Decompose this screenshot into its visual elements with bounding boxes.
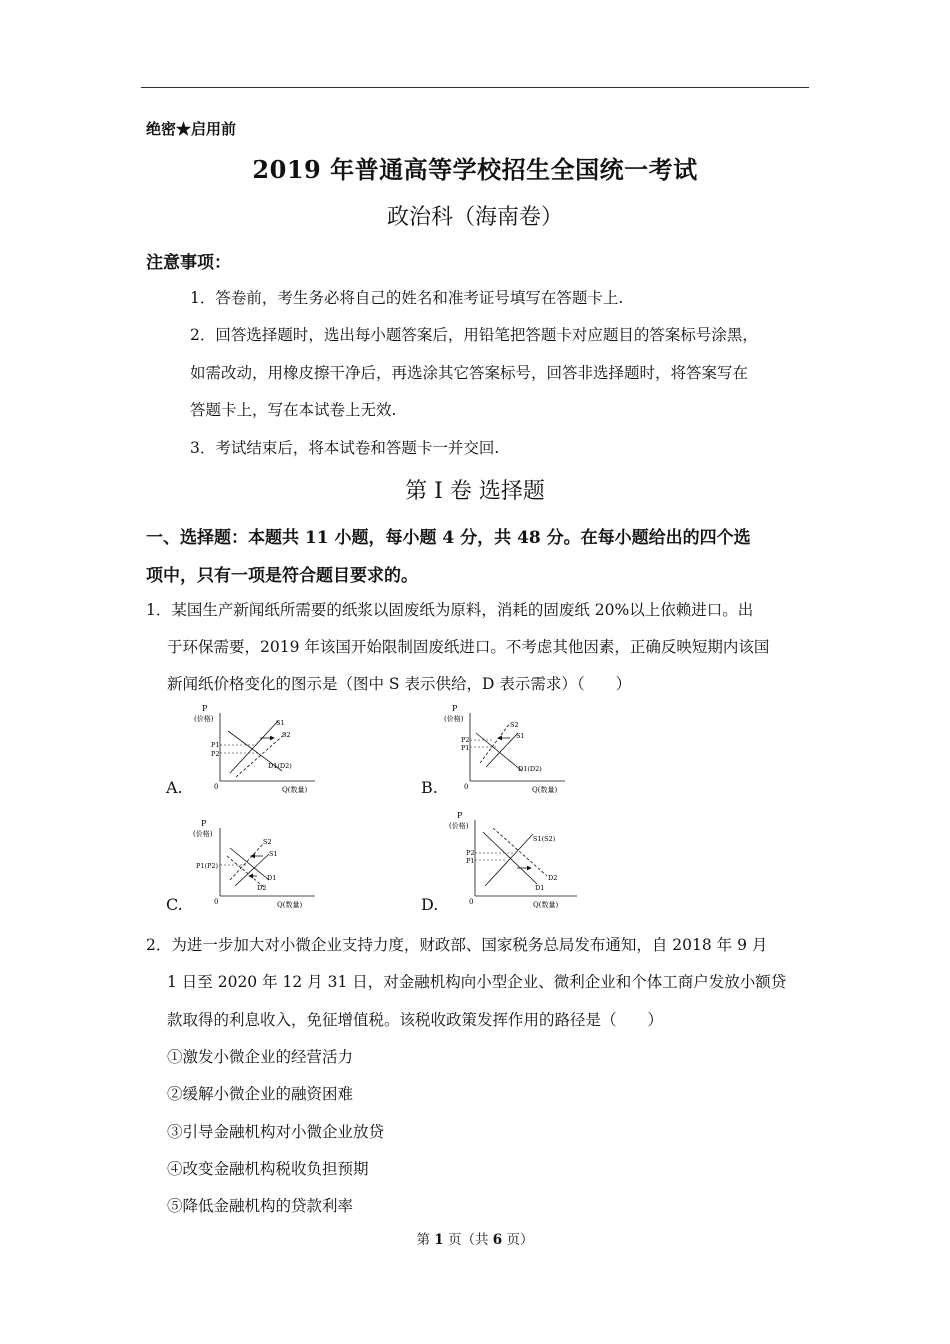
graph-c-origin: 0 [214, 898, 219, 906]
graph-c-s2-label: S2 [263, 838, 272, 846]
graph-d-p2-label: P2 [466, 849, 475, 857]
graph-c-d1-label: D1 [267, 874, 277, 882]
graph-b-origin: 0 [464, 783, 469, 791]
graph-d-price-label: (价格) [449, 822, 469, 830]
q1-option-c[interactable]: C. [166, 895, 183, 914]
graph-a-p1-label: P1 [211, 741, 220, 749]
section-title: 第 I 卷 选择题 [405, 479, 545, 504]
graph-d [445, 810, 595, 910]
notice-item-2-line-3: 答题卡上，写在本试卷上无效. [190, 401, 397, 419]
section-instruction-line-1: 一、选择题：本题共 11 小题，每小题 4 分，共 48 分。在每小题给出的四个选 [146, 528, 751, 548]
graph-a-s1-label: S1 [276, 719, 285, 727]
graph-d-origin: 0 [469, 898, 474, 906]
q2-item-2: ②缓解小微企业的融资困难 [167, 1085, 354, 1103]
graph-a-q-axis: Q(数量) [282, 786, 308, 794]
graph-a-s2-label: S2 [282, 731, 291, 739]
secret-label: 绝密★启用前 [146, 120, 237, 138]
notice-item-3: 3．考试结束后，将本试卷和答题卡一并交回. [190, 439, 500, 457]
footer-suffix: 页） [502, 1232, 534, 1248]
q1-option-b[interactable]: B. [421, 778, 438, 797]
graph-c [185, 818, 330, 910]
q1-option-a[interactable]: A. [166, 778, 183, 797]
graph-d-p1-label: P1 [466, 857, 475, 865]
q1-line-1: 1．某国生产新闻纸所需要的纸浆以固废纸为原料，消耗的固废纸 20%以上依赖进口。出 [146, 601, 754, 619]
notice-item-2-line-1: 2．回答选择题时，选出每小题答案后，用铅笔把答题卡对应题目的答案标号涂黑， [190, 326, 758, 344]
graph-b-q-axis: Q(数量) [532, 786, 558, 794]
notice-item-2-line-2: 如需改动，用橡皮擦干净后，再选涂其它答案标号，回答非选择题时，将答案写在 [190, 364, 749, 382]
graph-d-d1-line [483, 832, 537, 884]
notice-heading: 注意事项： [146, 253, 231, 273]
graph-c-s1-label: S1 [269, 850, 278, 858]
graph-b-s2-label: S2 [510, 721, 519, 729]
graph-c-d2-label: D2 [257, 884, 267, 892]
q2-item-5: ⑤降低金融机构的贷款利率 [167, 1197, 354, 1215]
graph-b-d-label: D1(D2) [518, 765, 542, 773]
graph-b-p-axis: P [452, 704, 458, 713]
graph-b-p2-label: P2 [461, 736, 470, 744]
page-footer [0, 1228, 950, 1248]
graph-a-origin: 0 [214, 783, 219, 791]
q1-line-3: 新闻纸价格变化的图示是（图中 S 表示供给，D 表示需求）（ ） [167, 675, 632, 693]
q2-line-1: 2．为进一步加大对小微企业支持力度，财政部、国家税务总局发布通知，自 2018 年 9 月 [146, 936, 768, 954]
footer-total-pages: 6 [492, 1232, 503, 1248]
q1-option-d[interactable]: D. [421, 895, 439, 914]
graph-c-p-label: P1(P2) [196, 862, 219, 870]
graph-a [190, 703, 330, 795]
graph-c-p-axis: P [201, 819, 207, 828]
graph-b-price-label: (价格) [444, 715, 464, 723]
graph-a-d-label: D1(D2) [268, 762, 292, 770]
q2-item-1: ①激发小微企业的经营活力 [167, 1048, 354, 1066]
graph-d-s-label: S1(S2) [533, 835, 556, 843]
q1-line-2: 于环保需要，2019 年该国开始限制固废纸进口。不考虑其他因素，正确反映短期内该国 [167, 638, 770, 656]
graph-d-d2-label: D2 [548, 874, 558, 882]
graph-d-p-axis: P [457, 811, 463, 820]
q2-line-3: 款取得的利息收入，免征增值税。该税收政策发挥作用的路径是（ ） [167, 1011, 664, 1029]
graph-b-p1-label: P1 [461, 744, 470, 752]
graph-d-q-axis: Q(数量) [533, 901, 559, 909]
graph-c-q-axis: Q(数量) [277, 901, 303, 909]
q2-item-3: ③引导金融机构对小微企业放贷 [167, 1123, 385, 1141]
graph-b-s1-label: S1 [516, 732, 525, 740]
graph-c-s1-line [235, 854, 269, 886]
graph-b [440, 703, 580, 795]
exam-subtitle: 政治科（海南卷） [386, 205, 563, 230]
graph-a-price-label: (价格) [194, 715, 214, 723]
graph-c-d1-line [230, 848, 269, 880]
q2-item-4: ④改变金融机构税收负担预期 [167, 1160, 369, 1178]
footer-page-number: 1 [434, 1232, 444, 1248]
footer-prefix: 第 [416, 1232, 435, 1248]
graph-a-p2-label: P2 [211, 750, 220, 758]
notice-item-1: 1．答卷前，考生务必将自己的姓名和准考证号填写在答题卡上. [190, 289, 624, 307]
graph-a-p-axis: P [202, 704, 208, 713]
graph-d-d1-label: D1 [535, 884, 545, 892]
exam-title: 2019 年普通高等学校招生全国统一考试 [252, 155, 698, 184]
header-rule [141, 87, 809, 88]
footer-mid: 页（共 [443, 1232, 493, 1248]
graph-c-price-label: (价格) [193, 830, 213, 838]
q2-line-2: 1 日至 2020 年 12 月 31 日，对金融机构向小型企业、微利企业和个体工商户发放小额贷 [167, 973, 787, 991]
section-instruction-line-2: 项中，只有一项是符合题目要求的。 [146, 566, 418, 586]
